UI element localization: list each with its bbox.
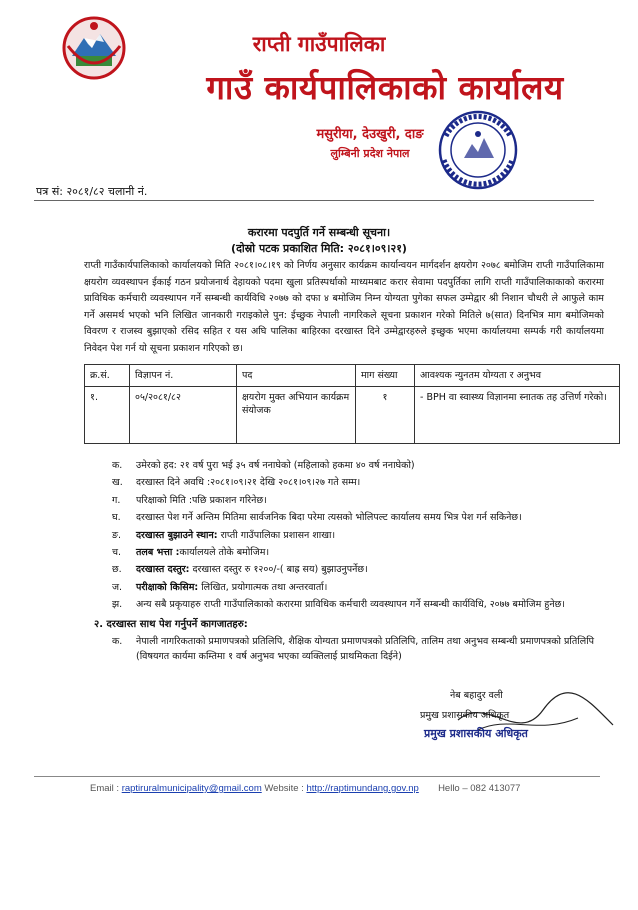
- footer-contact: [90, 783, 520, 794]
- cell-quantity: १: [356, 387, 415, 444]
- notice-subtitle: (दोस्रो पटक प्रकाशित मिति: २०८१।०९।२१): [231, 242, 407, 255]
- footer-divider: [34, 776, 600, 777]
- notice-body: राप्ती गाउँकार्यपालिकाको कार्यालयको मिति २०८१।०८।१९ को निर्णय अनुसार कार्यक्रम कार्यान्वयन मार्गदर्शन क्षयरोग २०७८ बमोजिम राप्ती गाउँपालिकामा क्षयरोग व्यवस्थापन ईकाई गठन प्रयोजनार्थ देहायको पदमा खुला प्रतिस्पर्धाको माध्यमबाट करार सेवामा पदपुर्तिका लागि राप्ती गाउँपालिकाकाको करारमा प्राविधिक कर्मचारी व्यवस्थापन गर्ने सम्बन्धी कार्यविधि २०७७ को दफा ४ बमोजिम निम्न योग्यता पुगेका सफल उम्मेद्वार श्री निशान चौधरी ले आफुले काम गर्ने असमर्थ भएको भनि लिखित जानकारी गराइकोले पुन: ईच्छुक नेपाली नागरिकले सूचना प्रकाशन गरेको मितिले ७(सात) दिनभित्र माग बमोजिमको विवरण र राजस्व बुझाएको रसिद सहित र यस अघि पालिका बाहिरका दरखास्त दिने उम्मेद्वारहरुले इच्छुक भएमा कार्यालयमा सम्पर्क गरी कार्यालयमा निवेदन पेश गर्न यो सूचना प्रकाशन गरिएको छ।: [84, 260, 604, 354]
- list-item: ङ. दरखास्त बुझाउने स्थान: राप्ती गाउँपालिका प्रशासन शाखा।: [112, 529, 336, 541]
- website-link[interactable]: http://raptimundang.gov.np: [306, 783, 419, 794]
- list-item: झ. अन्य सबै प्रकृयाहरु राप्ती गाउँपालिकाको करारमा प्राविधिक कर्मचारी व्यवस्थापन गर्ने सम्बन्धी कार्यविधि, २०७७ बमोजिम हुनेछ।: [112, 599, 565, 611]
- conditions-list: [112, 458, 632, 615]
- vacancy-table: [84, 364, 620, 444]
- list-item: छ. दरखास्त दस्तुर: दरखास्त दस्तुर रु १२००/-( बाह्र सय) बुझाउनुपर्नेछ।: [112, 564, 368, 576]
- website-label: Website :: [264, 783, 304, 794]
- col-header-ad-no: विज्ञापन नं.: [130, 365, 237, 387]
- list-item: क. उमेरको हद: २१ वर्ष पुरा भई ३५ वर्ष ननाघेको (महिलाको हकमा ४० वर्ष ननाघेको): [112, 460, 415, 471]
- phone-number: Hello – 082 413077: [438, 783, 521, 794]
- list-item: घ. दरखास्त पेश गर्ने अन्तिम मितिमा सार्वजनिक बिदा परेमा त्यसको भोलिपल्ट कार्यालय समय भित्र पेश गर्न सकिनेछ।: [112, 512, 522, 524]
- list-item: ज. परीक्षाको किसिम: लिखित, प्रयोगात्मक तथा अन्तरवार्ता।: [112, 581, 328, 593]
- header-divider: [34, 200, 594, 201]
- documents-heading: २. दरखास्त साथ पेश गर्नुपर्ने कागजातहरु:: [94, 619, 248, 630]
- signatory-name: नेब बहादुर वली: [450, 690, 503, 701]
- col-header-quantity: माग संख्या: [356, 365, 415, 387]
- cell-qualification: - BPH वा स्वास्थ्य विज्ञानमा स्नातक तह उत्तिर्ण गरेको।: [415, 387, 620, 444]
- documents-list: [112, 634, 612, 664]
- cell-post: क्षयरोग मुक्त अभियान कार्यक्रम संयोजक: [237, 387, 356, 444]
- cell-ad-no: ०५/२०८१/८२: [130, 387, 237, 444]
- col-header-qualification: आवश्यक न्युनतम योग्यता र अनुभव: [415, 365, 620, 387]
- office-title: गाउँ कार्यपालिकाको कार्यालय: [206, 68, 564, 107]
- municipality-name: राप्ती गाउँपालिका: [252, 32, 386, 56]
- list-item: ग. परिक्षाको मिति :पछि प्रकाशन गरिनेछ।: [112, 494, 267, 506]
- col-header-sn: क्र.सं.: [85, 365, 130, 387]
- email-link[interactable]: raptiruralmunicipality@gmail.com: [121, 783, 262, 794]
- province-name: लुम्बिनी प्रदेश नेपाल: [330, 147, 410, 160]
- office-stamp-seal: [436, 108, 520, 192]
- reference-line: पत्र सं: २०८१/८२ चलानी नं.: [36, 185, 148, 198]
- col-header-post: पद: [237, 365, 356, 387]
- designation-stamp: प्रमुख प्रशासकीय अधिकृत: [424, 727, 528, 740]
- list-item: च. तलब भत्ता :कार्यालयले तोके बमोजिम।: [112, 546, 270, 558]
- email-label: Email :: [90, 783, 120, 794]
- cell-sn: १.: [85, 387, 130, 444]
- office-address: मसुरीया, देउखुरी, दाङ: [316, 127, 424, 142]
- table-row: [85, 387, 620, 444]
- table-header-row: [85, 365, 620, 387]
- signatory-designation: प्रमुख प्रशासकीय अधिकृत: [420, 710, 510, 721]
- notice-title: करारमा पदपुर्ति गर्ने सम्बन्धी सूचना।: [247, 226, 391, 239]
- list-item: क. नेपाली नागरिकताको प्रमाणपत्रको प्रतिलिपि, शैक्षिक योग्यता प्रमाणपत्रको प्रतिलिपि, तालिम तथा अनुभव सम्बन्धी प्रमाणपत्रको प्रतिलिपि (विषयगत कार्यमा कम्तिमा १ वर्ष अनुभव भएका व्यक्तिलाई प्राथमिकता दिईने): [112, 636, 595, 662]
- list-item: ख. दरखास्त दिने अवधि :२०८१।०९।२१ देखि २०८१।०९।२७ गते सम्म।: [112, 477, 361, 489]
